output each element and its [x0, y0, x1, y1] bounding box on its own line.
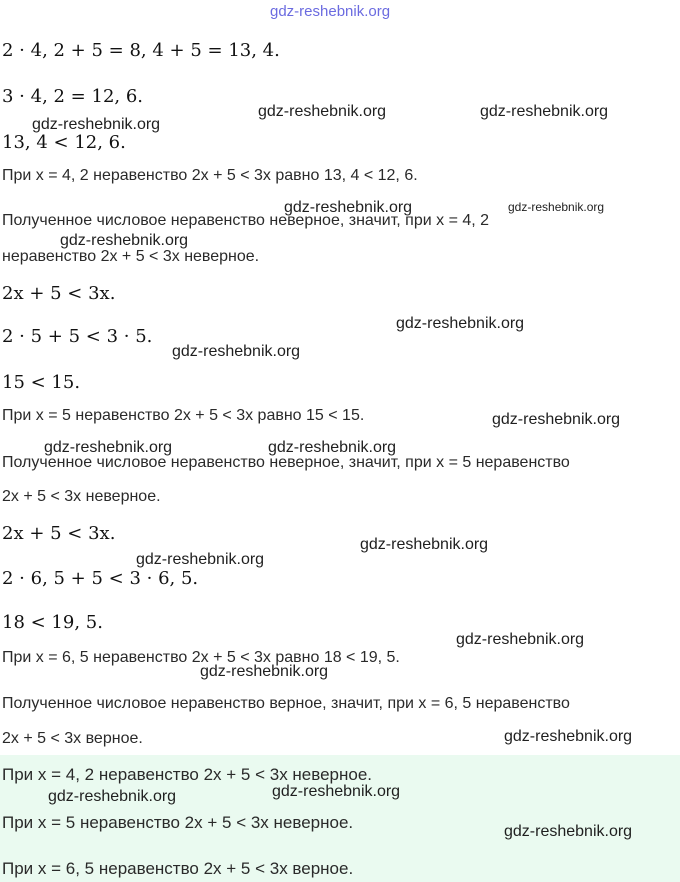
watermark: gdz-reshebnik.org — [272, 783, 401, 800]
line-16: При x = 6, 5 неравенство 2x + 5 < 3x равно 18 < 19, 5. — [2, 649, 400, 666]
answer-line-3: При x = 6, 5 неравенство 2x + 5 < 3x верное. — [2, 859, 354, 878]
line-13: 2x + 5 < 3x. — [2, 523, 116, 544]
watermark: gdz-reshebnik.org — [508, 200, 605, 214]
answer-block — [0, 755, 680, 882]
watermark: gdz-reshebnik.org — [44, 439, 173, 456]
line-2: 3 · 4, 2 = 12, 6. — [2, 86, 144, 107]
answer-line-1: При x = 4, 2 неравенство 2x + 5 < 3x неверное. — [2, 765, 373, 784]
answer-line-2: При x = 5 неравенство 2x + 5 < 3x неверное. — [2, 813, 354, 832]
line-17: Полученное числовое неравенство верное, значит, при x = 6, 5 неравенство — [2, 695, 570, 712]
watermark: gdz-reshebnik.org — [480, 103, 609, 120]
watermark: gdz-reshebnik.org — [172, 343, 301, 360]
line-1: 2 · 4, 2 + 5 = 8, 4 + 5 = 13, 4. — [2, 40, 280, 61]
watermark: gdz-reshebnik.org — [504, 728, 633, 745]
line-3: 13, 4 < 12, 6. — [2, 132, 126, 153]
line-8: 2 · 5 + 5 < 3 · 5. — [2, 326, 153, 347]
watermark: gdz-reshebnik.org — [360, 536, 489, 553]
watermark: gdz-reshebnik.org — [396, 315, 525, 332]
line-10: При x = 5 неравенство 2x + 5 < 3x равно 15 < 15. — [2, 407, 365, 424]
line-4: При x = 4, 2 неравенство 2x + 5 < 3x равно 13, 4 < 12, 6. — [2, 167, 418, 184]
site-watermark-top: gdz-reshebnik.org — [270, 3, 391, 20]
line-14: 2 · 6, 5 + 5 < 3 · 6, 5. — [2, 568, 199, 589]
watermark: gdz-reshebnik.org — [200, 663, 329, 680]
watermark: gdz-reshebnik.org — [32, 116, 161, 133]
watermark: gdz-reshebnik.org — [60, 232, 189, 249]
watermark: gdz-reshebnik.org — [136, 551, 265, 568]
line-11: Полученное числовое неравенство неверное, значит, при x = 5 неравенство — [2, 454, 570, 471]
watermark: gdz-reshebnik.org — [504, 823, 633, 840]
watermark: gdz-reshebnik.org — [456, 631, 585, 648]
line-15: 18 < 19, 5. — [2, 612, 103, 633]
watermark: gdz-reshebnik.org — [48, 788, 177, 805]
watermark: gdz-reshebnik.org — [268, 439, 397, 456]
line-5: Полученное числовое неравенство неверное, значит, при x = 4, 2 — [2, 212, 490, 229]
watermark: gdz-reshebnik.org — [258, 103, 387, 120]
line-6: неравенство 2x + 5 < 3x неверное. — [2, 248, 260, 265]
line-12: 2x + 5 < 3x неверное. — [2, 488, 161, 505]
watermark: gdz-reshebnik.org — [284, 199, 413, 216]
line-9: 15 < 15. — [2, 372, 81, 393]
line-7: 2x + 5 < 3x. — [2, 283, 116, 304]
line-18: 2x + 5 < 3x верное. — [2, 730, 143, 747]
watermark: gdz-reshebnik.org — [492, 411, 621, 428]
